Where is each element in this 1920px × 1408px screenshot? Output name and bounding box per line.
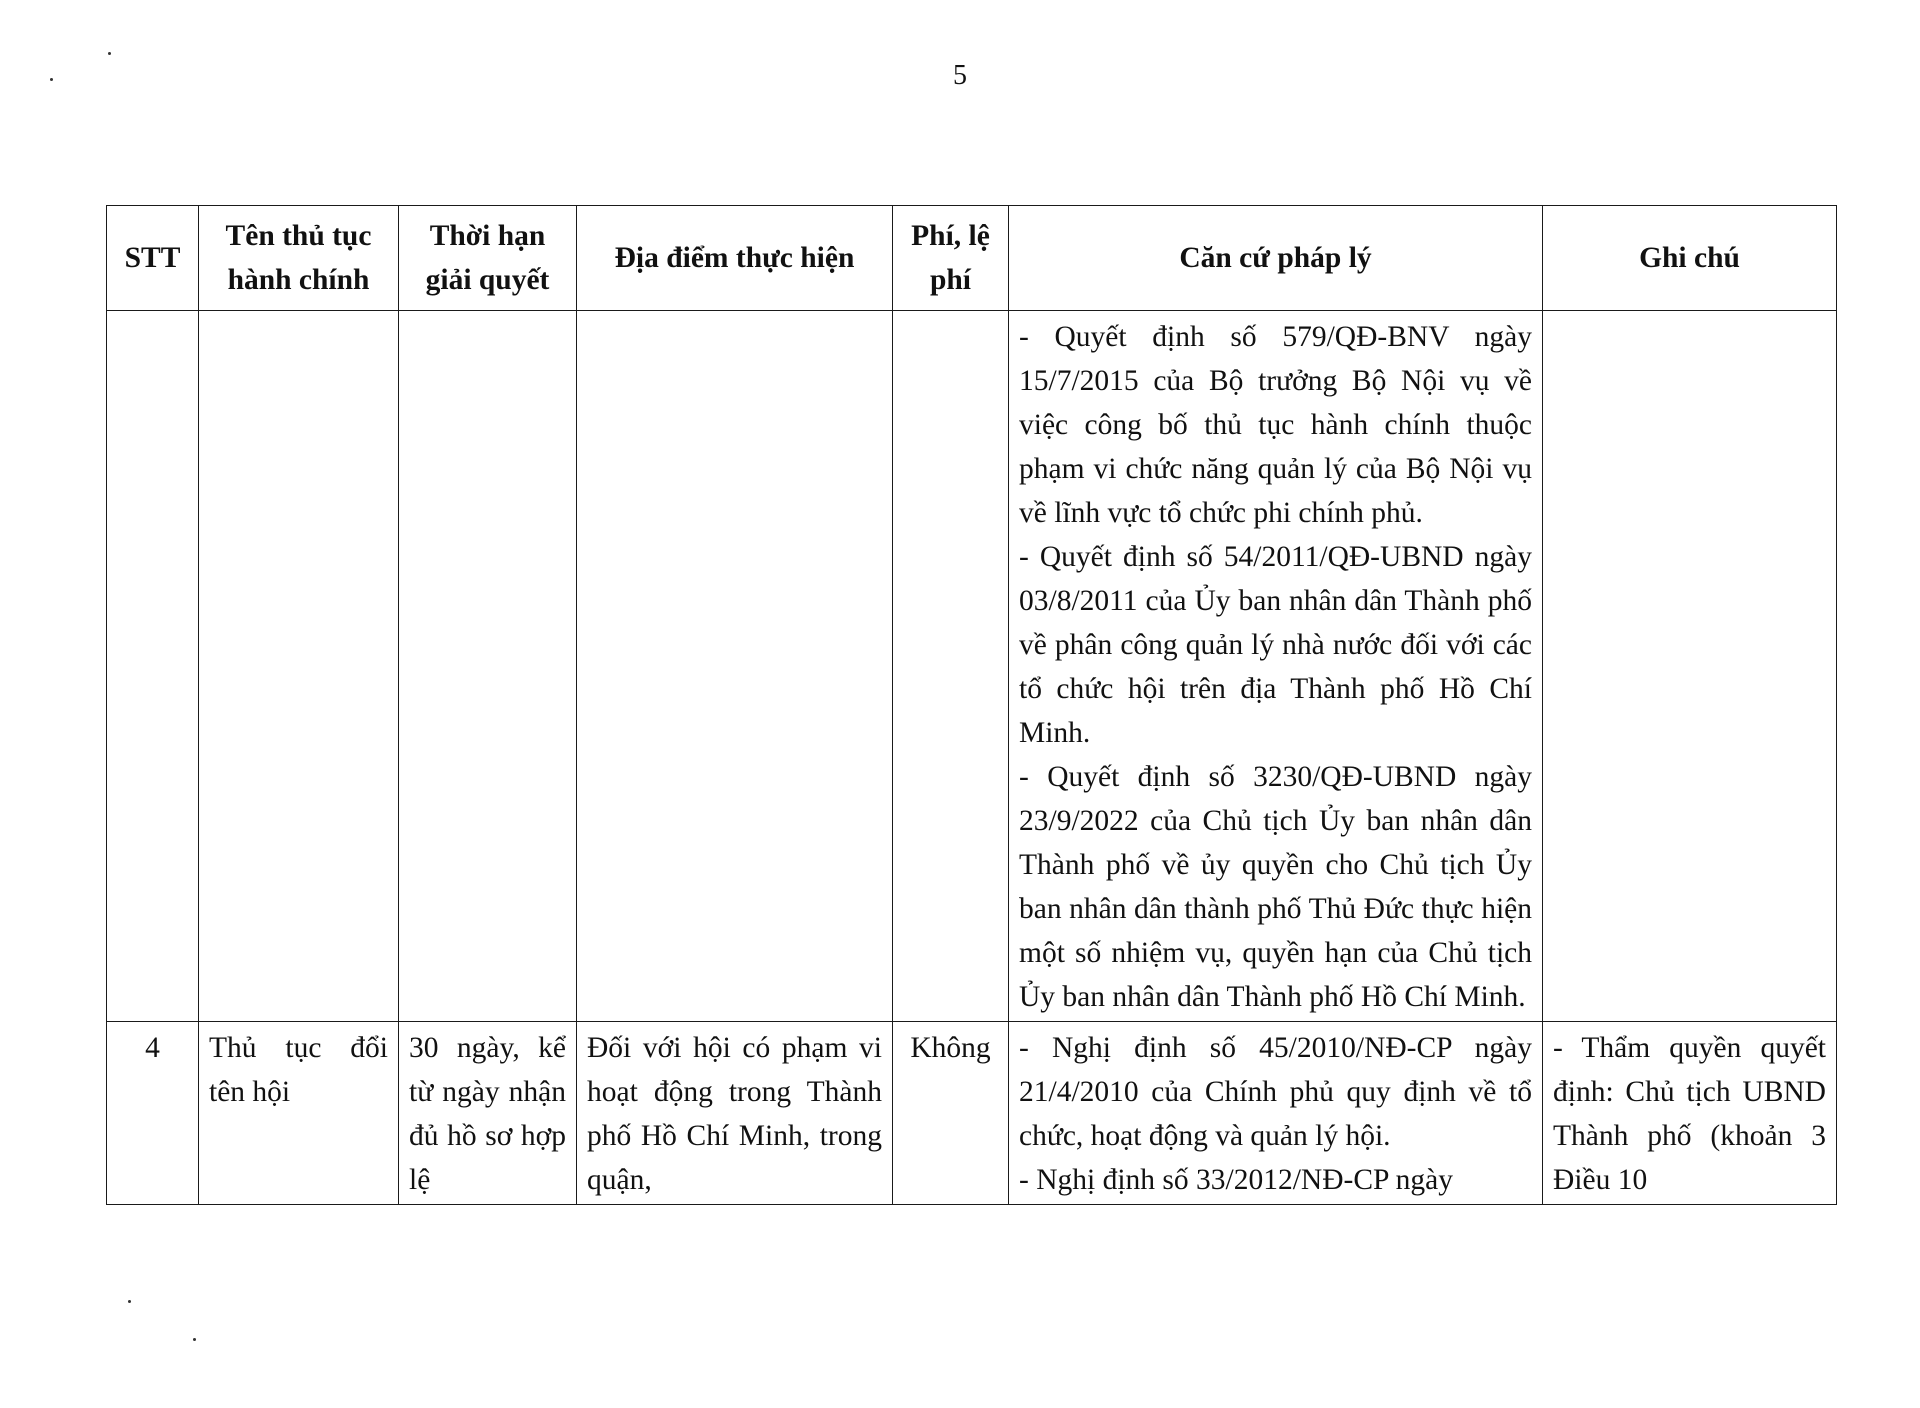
- header-legal-basis: Căn cứ pháp lý: [1009, 206, 1543, 311]
- cell-stt: 4: [107, 1022, 199, 1205]
- table-header-row: [107, 206, 1837, 311]
- cell-notes: [1543, 311, 1837, 1022]
- legal-basis-item: - Nghị định số 45/2010/NĐ-CP ngày 21/4/2010 của Chính phủ quy định về tổ chức, hoạt động và quản lý hội.: [1019, 1032, 1532, 1152]
- cell-procedure-name: Thủ tục đổi tên hội: [199, 1022, 399, 1205]
- legal-basis-item: - Quyết định số 3230/QĐ-UBND ngày 23/9/2022 của Chủ tịch Ủy ban nhân dân Thành phố về ủy quyền cho Chủ tịch Ủy ban nhân dân thành phố Thủ Đức thực hiện một số nhiệm vụ, quyền hạn của Chủ tịch Ủy ban nhân dân Thành phố Hồ Chí Minh.: [1019, 761, 1532, 1013]
- scan-speck: [108, 52, 111, 55]
- header-stt: STT: [107, 206, 199, 311]
- cell-processing-time: 30 ngày, kể từ ngày nhận đủ hồ sơ hợp lệ: [399, 1022, 577, 1205]
- cell-fee: [893, 311, 1009, 1022]
- cell-location: [577, 311, 893, 1022]
- table-row-4: [107, 1022, 1837, 1205]
- cell-location: Đối với hội có phạm vi hoạt động trong Thành phố Hồ Chí Minh, trong quận,: [577, 1022, 893, 1205]
- header-processing-time: Thời hạn giải quyết: [399, 206, 577, 311]
- legal-basis-item: - Nghị định số 33/2012/NĐ-CP ngày: [1019, 1164, 1454, 1196]
- header-fee: Phí, lệ phí: [893, 206, 1009, 311]
- legal-basis-item: - Quyết định số 579/QĐ-BNV ngày 15/7/2015 của Bộ trưởng Bộ Nội vụ về việc công bố thủ tục hành chính thuộc phạm vi chức năng quản lý của Bộ Nội vụ về lĩnh vực tổ chức phi chính phủ.: [1019, 321, 1532, 529]
- header-procedure-name: Tên thủ tục hành chính: [199, 206, 399, 311]
- scan-speck: [193, 1338, 196, 1341]
- scan-speck: [50, 78, 53, 81]
- procedure-table: [106, 205, 1837, 1205]
- cell-fee: Không: [893, 1022, 1009, 1205]
- header-location: Địa điểm thực hiện: [577, 206, 893, 311]
- cell-legal-basis: [1009, 311, 1543, 1022]
- cell-legal-basis: [1009, 1022, 1543, 1205]
- legal-basis-item: - Quyết định số 54/2011/QĐ-UBND ngày 03/8/2011 của Ủy ban nhân dân Thành phố về phân công quản lý nhà nước đối với các tổ chức hội trên địa Thành phố Hồ Chí Minh.: [1019, 541, 1532, 749]
- table-row-continued: [107, 311, 1837, 1022]
- header-notes: Ghi chú: [1543, 206, 1837, 311]
- cell-procedure-name: [199, 311, 399, 1022]
- cell-stt: [107, 311, 199, 1022]
- cell-processing-time: [399, 311, 577, 1022]
- cell-notes: - Thẩm quyền quyết định: Chủ tịch UBND Thành phố (khoản 3 Điều 10: [1543, 1022, 1837, 1205]
- scan-speck: [128, 1300, 131, 1303]
- page-number: 5: [953, 60, 967, 91]
